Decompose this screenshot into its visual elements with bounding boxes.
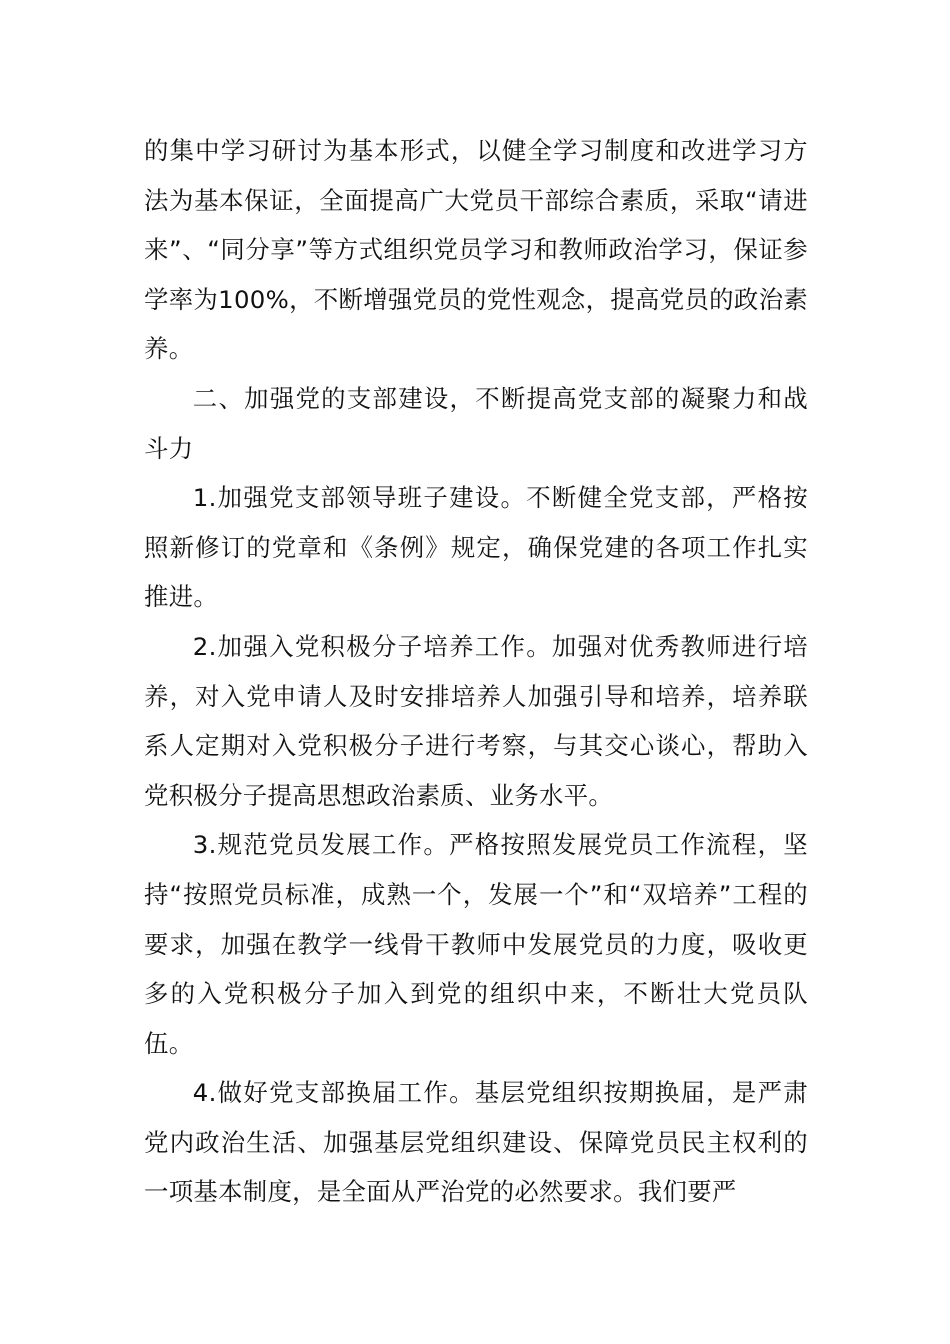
paragraph-item-2: 2.加强入党积极分子培养工作。加强对优秀教师进行培养，对入党申请人及时安排培养人加强引导和培养，培养联系人定期对入党积极分子进行考察，与其交心谈心，帮助入党积极分子提高思想政治素质、业务水平。 [144, 631, 808, 810]
document-page [144, 126, 808, 1217]
paragraph-item-3: 3.规范党员发展工作。严格按照发展党员工作流程，坚持“按照党员标准，成熟一个，发展一个”和“双培养”工程的要求，加强在教学一线骨干教师中发展党员的力度，吸收更多的入党积极分子加入到党的组织中来，不断壮大党员队伍。 [144, 830, 808, 1058]
paragraph-study-methods: 的集中学习研讨为基本形式，以健全学习制度和改进学习方法为基本保证，全面提高广大党员干部综合素质，采取“请进来”、“同分享”等方式组织党员学习和教师政治学习，保证参学率为100%，不断增强党员的党性观念，提高党员的政治素养。 [144, 136, 808, 364]
heading-branch-construction: 二、加强党的支部建设，不断提高党支部的凝聚力和战斗力 [144, 383, 808, 463]
paragraph-item-4: 4.做好党支部换届工作。基层党组织按期换届，是严肃党内政治生活、加强基层党组织建设、保障党员民主权利的一项基本制度，是全面从严治党的必然要求。我们要严 [144, 1078, 808, 1207]
paragraph-item-1: 1.加强党支部领导班子建设。不断健全党支部，严格按照新修订的党章和《条例》规定，确保党建的各项工作扎实推进。 [144, 483, 808, 612]
